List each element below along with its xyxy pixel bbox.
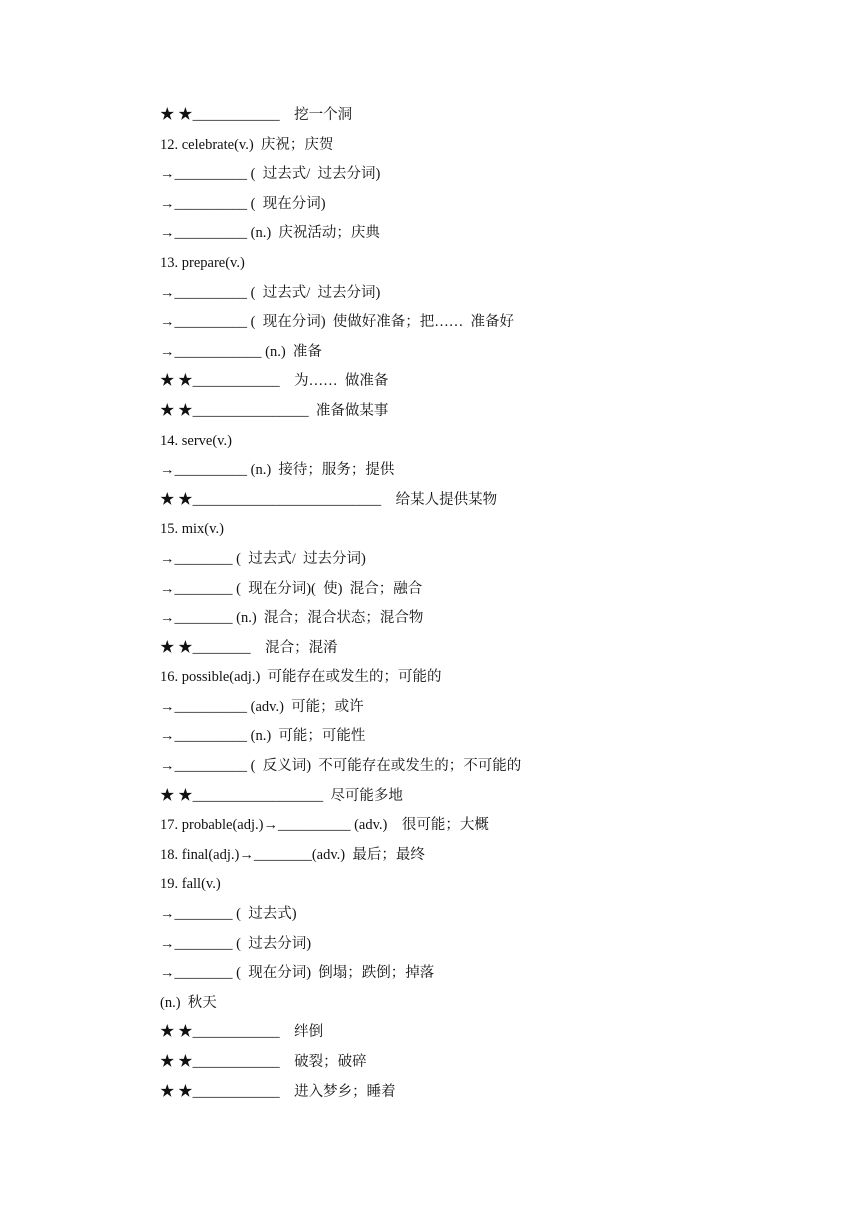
list-item: ★ ★________ 混合；混淆 [160, 639, 338, 656]
list-item: →________ ( 过去式/ 过去分词) [160, 550, 366, 567]
list-item: →__________ (n.) 庆祝活动；庆典 [160, 225, 380, 242]
vocabulary-list [160, 101, 780, 1107]
list-item: ★ ★____________ 绊倒 [160, 1024, 324, 1041]
list-item: 13. prepare(v.) [160, 254, 245, 271]
list-item: →________ ( 过去分词) [160, 935, 312, 952]
list-item: →____________ (n.) 准备 [160, 343, 322, 360]
list-item: ★ ★__________________ 尽可能多地 [160, 787, 403, 804]
list-item: 14. serve(v.) [160, 432, 232, 449]
list-item: →__________ (n.) 可能；可能性 [160, 728, 366, 745]
list-item: →__________ ( 现在分词) [160, 195, 326, 212]
list-item: ★ ★____________ 进入梦乡；睡着 [160, 1083, 396, 1100]
list-item: 19. fall(v.) [160, 876, 221, 893]
list-item: →__________ (adv.) 可能；或许 [160, 698, 364, 715]
list-item: →________ (n.) 混合；混合状态；混合物 [160, 610, 424, 627]
list-item: 15. mix(v.) [160, 521, 224, 538]
list-item: 16. possible(adj.) 可能存在或发生的；可能的 [160, 669, 442, 686]
list-item: ★ ★____________ 破裂；破碎 [160, 1054, 367, 1070]
list-item: →________ ( 现在分词) 倒塌；跌倒；掉落 [160, 965, 435, 982]
list-item: →________ ( 现在分词)( 使) 混合；融合 [160, 580, 423, 597]
list-item: →__________ (n.) 接待；服务；提供 [160, 462, 395, 479]
list-item: (n.) 秋天 [160, 994, 217, 1011]
list-item: →________ ( 过去式) [160, 906, 297, 923]
list-item: ★ ★__________________________ 给某人提供某物 [160, 491, 498, 508]
list-item: →__________ ( 反义词) 不可能存在或发生的；不可能的 [160, 758, 522, 775]
list-item: →__________ ( 现在分词) 使做好准备；把…… 准备好 [160, 314, 515, 331]
list-item: ★ ★____________ 为…… 做准备 [160, 373, 389, 390]
list-item: 17. probable(adj.)→__________ (adv.) 很可能；大概 [160, 817, 489, 834]
list-item: ★ ★____________ 挖一个洞 [160, 107, 353, 123]
list-item: ★ ★________________ 准备做某事 [160, 402, 389, 419]
list-item: →__________ ( 过去式/ 过去分词) [160, 166, 381, 183]
list-item: 12. celebrate(v.) 庆祝；庆贺 [160, 136, 334, 153]
list-item: 18. final(adj.)→________(adv.) 最后；最终 [160, 846, 425, 863]
list-item: →__________ ( 过去式/ 过去分词) [160, 284, 381, 301]
